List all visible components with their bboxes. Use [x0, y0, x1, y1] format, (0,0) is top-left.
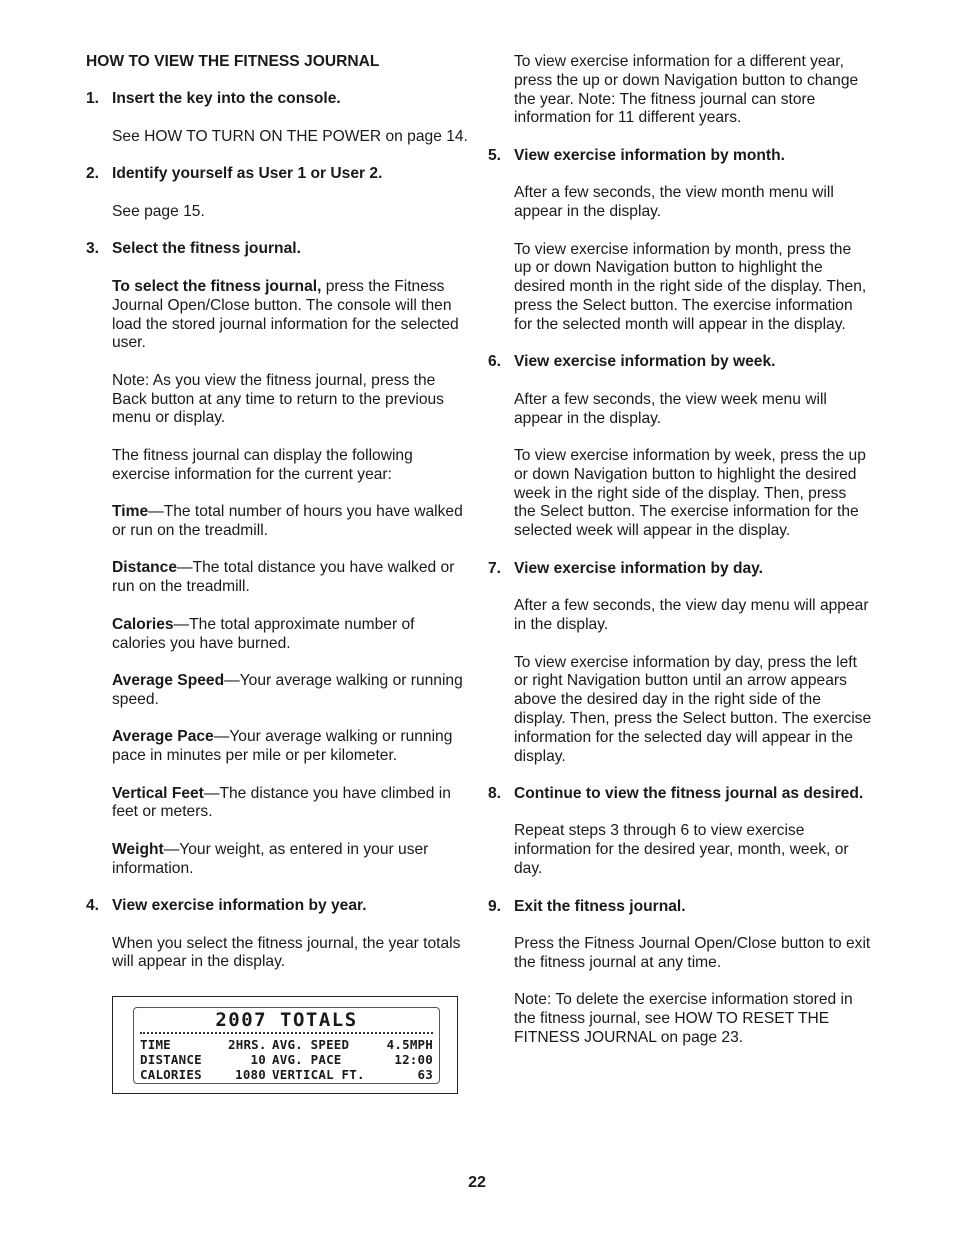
definition-item: [112, 672, 468, 710]
paragraph: After a few seconds, the view week menu will appear in the display.: [514, 390, 827, 427]
lcd-value: 1080: [235, 1067, 266, 1083]
lcd-row: [140, 1052, 433, 1067]
paragraph: The fitness journal can display the following exercise information for the current year:: [112, 446, 413, 483]
step-4-heading: [86, 897, 468, 916]
lcd-label: AVG. PACE: [272, 1052, 342, 1068]
step-2-heading: [86, 165, 468, 184]
paragraph: After a few seconds, the view month menu will appear in the display.: [514, 184, 834, 221]
definition-term: Weight: [112, 840, 164, 858]
bold-lead: To select the fitness journal,: [112, 277, 322, 295]
step-title: Select the fitness journal.: [112, 240, 301, 258]
paragraph: See HOW TO TURN ON THE POWER on page 14.: [112, 127, 468, 145]
step-number: 1.: [86, 90, 100, 108]
lcd-row: [140, 1067, 433, 1082]
step-title: View exercise information by year.: [112, 897, 367, 915]
lcd-value: 12:00: [394, 1052, 433, 1068]
lcd-value: 63: [417, 1067, 433, 1083]
lcd-value: 4.5MPH: [386, 1037, 433, 1053]
definition-item: [112, 503, 468, 541]
lcd-title: 2007 TOTALS: [140, 1010, 433, 1034]
step-number: 5.: [488, 146, 502, 164]
paragraph: Press the Fitness Journal Open/Close button to exit the fitness journal at any time.: [514, 935, 871, 971]
step-title: View exercise information by month.: [514, 146, 785, 164]
step-number: 4.: [86, 897, 100, 915]
lcd-value: 2HRS.: [228, 1037, 267, 1053]
step-title: Exit the fitness journal.: [514, 897, 686, 915]
paragraph: See page 15.: [112, 202, 205, 220]
step-number: 6.: [488, 353, 502, 371]
right-column: [488, 53, 872, 1066]
paragraph: To view exercise information by month, press the up or down Navigation button to highlight the desired month in the right side of the display. Then, press the Select button. The exercise information for the selected month will appear in the display.: [514, 240, 867, 333]
step-number: 8.: [488, 784, 502, 802]
lcd-label: CALORIES: [140, 1067, 202, 1083]
step-number: 2.: [86, 165, 100, 183]
lcd-screen: [133, 1007, 440, 1084]
step-title: Insert the key into the console.: [112, 90, 341, 108]
definition-text: —The total distance you have walked or run on the treadmill.: [112, 559, 455, 596]
step-title: Identify yourself as User 1 or User 2.: [112, 165, 383, 183]
lcd-label: AVG. SPEED: [272, 1037, 350, 1053]
step-5-heading: [488, 147, 872, 166]
definition-term: Average Pace: [112, 728, 214, 746]
lcd-value: 10: [250, 1052, 266, 1068]
lcd-row: [140, 1037, 433, 1052]
left-column: [86, 53, 468, 1094]
step-number: 9.: [488, 897, 502, 915]
definition-item: [112, 559, 468, 597]
definition-text: —Your average walking or running speed.: [112, 671, 463, 708]
step-title: View exercise information by day.: [514, 559, 764, 577]
definition-text: —The total approximate number of calories you have burned.: [112, 615, 415, 652]
definition-item: [112, 785, 468, 823]
definition-text: —The total number of hours you have walked or run on the treadmill.: [112, 503, 463, 539]
definition-text: —Your weight, as entered in your user information.: [112, 840, 429, 877]
step-title: View exercise information by week.: [514, 353, 776, 371]
definition-term: Distance: [112, 559, 178, 577]
paragraph: [112, 278, 468, 353]
step-7-heading: [488, 560, 872, 579]
paragraph: Note: To delete the exercise information stored in the fitness journal, see HOW TO RESET THE FITNESS JOURNAL on page 23.: [514, 991, 853, 1046]
lcd-label: DISTANCE: [140, 1052, 202, 1068]
paragraph: Note: As you view the fitness journal, press the Back button at any time to return to the previous menu or display.: [112, 371, 444, 427]
paragraph: When you select the fitness journal, the year totals will appear in the display.: [112, 934, 461, 971]
step-1-heading: [86, 90, 468, 109]
definition-term: Calories: [112, 615, 174, 633]
step-number: 3.: [86, 240, 100, 258]
definition-term: Time: [112, 503, 149, 521]
definition-term: Vertical Feet: [112, 784, 204, 802]
step-title: Continue to view the fitness journal as desired.: [514, 784, 864, 802]
paragraph: After a few seconds, the view day menu will appear in the display.: [514, 597, 869, 634]
paragraph-text: press the Fitness Journal Open/Close button. The console will then load the stored journal information for the selected user.: [112, 277, 459, 352]
definition-term: Average Speed: [112, 671, 225, 689]
definition-item: [112, 616, 468, 654]
step-number: 7.: [488, 559, 502, 577]
paragraph: To view exercise information for a different year, press the up or down Navigation button to change the year. Note: The fitness journal can store information for 11 different years.: [514, 53, 859, 127]
step-3-heading: [86, 240, 468, 259]
definition-item: [112, 728, 468, 766]
definition-item: [112, 841, 468, 879]
step-9-heading: [488, 898, 872, 917]
page-number: 22: [468, 1174, 486, 1191]
lcd-label: TIME: [140, 1037, 171, 1053]
step-6-heading: [488, 353, 872, 372]
lcd-label: VERTICAL FT.: [272, 1067, 365, 1083]
paragraph: To view exercise information by week, press the up or down Navigation button to highlight the desired week in the right side of the display. Then, press the Select button. The exercise information for the selected week will appear in the display.: [514, 447, 866, 540]
console-display-figure: [112, 996, 458, 1094]
paragraph: To view exercise information by day, press the left or right Navigation button until an arrow appears above the desired day in the right side of the display. Then, press the Select button. The exercise information for the selected day will appear in the display.: [514, 653, 872, 765]
section-title: HOW TO VIEW THE FITNESS JOURNAL: [86, 53, 380, 70]
definition-text: —The distance you have climbed in feet or meters.: [112, 784, 451, 821]
step-8-heading: [488, 785, 872, 804]
paragraph: Repeat steps 3 through 6 to view exercise information for the desired year, month, week, or day.: [514, 822, 849, 878]
definition-text: —Your average walking or running pace in minutes per mile or per kilometer.: [112, 728, 453, 765]
